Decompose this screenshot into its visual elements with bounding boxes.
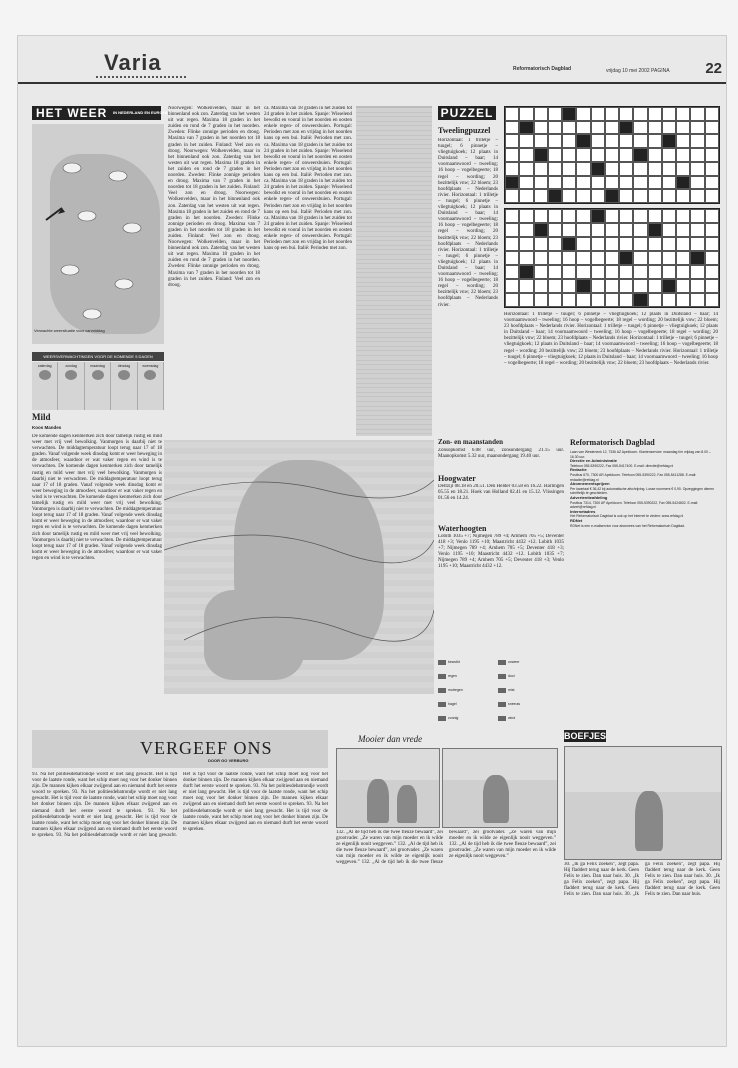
crossword-cell bbox=[505, 134, 519, 148]
crossword-black-cell bbox=[519, 265, 533, 279]
hail-icon bbox=[438, 702, 446, 707]
crossword-cell bbox=[519, 176, 533, 190]
page-number: 22 bbox=[705, 60, 722, 77]
crossword-cell bbox=[519, 162, 533, 176]
crossword-cell bbox=[619, 293, 633, 307]
drizzle-icon bbox=[438, 688, 446, 693]
legend-item: motregen bbox=[438, 688, 463, 693]
crossword-cell bbox=[633, 189, 647, 203]
crossword-cell bbox=[648, 209, 662, 223]
crossword-cell bbox=[648, 107, 662, 121]
crossword-cell bbox=[633, 251, 647, 265]
crossword-cell bbox=[705, 162, 719, 176]
crossword-cell bbox=[505, 279, 519, 293]
weather-icon bbox=[65, 370, 77, 380]
crossword-cell bbox=[605, 121, 619, 135]
vergeef-text: 93. Na het politiesdebatrondje wordt er niet lang gewacht. Het is tijd voor de laatste ronde, want het schip moet nog voor het donker binnen zijn. De mannen kijken elkaar zwijgend aan en niemand durft het eerste woord te spreken. 93. Na het politiesdebatrondje wordt er niet lang gewacht. Het is tijd voor de laatste ronde, want het schip moet nog voor het donker binnen zijn. De mannen kijken elkaar zwijgend aan en niemand durft het eerste woord te spreken. 93. Na het politiesdebatrondje wordt er niet lang gewacht. Het is tijd voor de laatste ronde, want het schip moet nog voor het donker binnen zijn. De mannen kijken elkaar zwijgend aan en niemand durft het eerste woord te spreken. 93. Na het politiesdebatrondje wordt er niet lang gewacht. Het is tijd voor de laatste ronde, want het schip moet nog voor het donker binnen zijn. De mannen kijken elkaar zwijgend aan en niemand durft het eerste woord te spreken. 93. Na het politiesdebatrondje wordt er niet lang gewacht. Het is tijd voor de laatste ronde, want het schip moet nog voor het donker binnen zijn. De mannen kijken elkaar zwijgend aan en niemand durft het eerste woord te spreken. 93. Na het politiesdebatrondje wordt er niet lang gewacht. Het is tijd voor de laatste ronde, want het schip moet nog voor het donker binnen zijn. De mannen kijken elkaar zwijgend aan en niemand durft het eerste woord te spreken. bbox=[32, 772, 328, 838]
crossword-cell bbox=[662, 107, 676, 121]
crossword-cell bbox=[591, 279, 605, 293]
crossword-cell bbox=[519, 293, 533, 307]
crossword-cell bbox=[676, 293, 690, 307]
crossword-cell bbox=[605, 293, 619, 307]
crossword-cell bbox=[705, 265, 719, 279]
crossword-cell bbox=[690, 162, 704, 176]
forecast-row bbox=[32, 362, 164, 410]
colophon-text: Laan van Westenenk 12, 7336 AZ Apeldoorn. Klantenservice: maandag t/m vrijdag van 8.00 – 16.30 uur. Directie en Administratie Telefoon 055-5390222, Fax 055-5417400. E-mail: directie@refdag.nl Redactie Postbus 670, 7300 AR Apeldoorn. Telefoon 055-5390222, Fax 055-5411288. E-mail: redactie@refdag.nl Abonnementsprijzen Per kwartaal € 36,42 bij automatische afschrijving. Losse nummers € 0,90. Opzeggingen dienen schriftelijk te geschieden. Advertentieafdeling Postbus 7314, 7300 AP Apeldoorn. Telefoon 055-5390222, Fax 055-5424802. E-mail: advert@refdag.nl Internetadres Het Reformatorisch Dagblad is ook op het internet te vinden: www.refdag.nl RDNet RDNet is een e-mailservice voor abonnees van het Reformatorisch Dagblad. bbox=[570, 450, 714, 528]
crossword-cell bbox=[534, 265, 548, 279]
crossword-cell bbox=[591, 134, 605, 148]
cloud-icon bbox=[109, 171, 127, 181]
crossword-cell bbox=[676, 223, 690, 237]
comic-title-vergeef: VERGEEF ONS bbox=[140, 738, 273, 758]
crossword-cell bbox=[591, 223, 605, 237]
crossword-cell bbox=[519, 189, 533, 203]
comic-panel bbox=[564, 746, 722, 860]
legend-item: hagel bbox=[438, 702, 457, 707]
waterhoogten-title: Waterhoogten bbox=[438, 524, 487, 533]
crossword-cell bbox=[690, 189, 704, 203]
crossword-cell bbox=[619, 265, 633, 279]
cloud-icon bbox=[63, 163, 81, 173]
crossword-cell bbox=[576, 293, 590, 307]
forecast-day: woensdag bbox=[138, 362, 164, 410]
crossword-cell bbox=[519, 148, 533, 162]
forecast-day: zondag bbox=[58, 362, 84, 410]
crossword-grid-1 bbox=[504, 106, 720, 204]
crossword-black-cell bbox=[676, 176, 690, 190]
hoogwater-title: Hoogwater bbox=[438, 474, 476, 483]
crossword-cell bbox=[562, 223, 576, 237]
crossword-cell bbox=[662, 223, 676, 237]
issue-date: vrijdag 10 mei 2002 PAGINA bbox=[606, 68, 670, 74]
crossword-cell bbox=[562, 279, 576, 293]
newspaper-page bbox=[18, 36, 726, 1046]
crossword-black-cell bbox=[548, 189, 562, 203]
sun-moon-text: Zonsopkomst 6.08 uur, zonsondergang 21.15 uur. Maanopkomst 5.32 uur, maanondergang 19.40 uur. bbox=[438, 448, 564, 460]
crossword-cell bbox=[519, 237, 533, 251]
crossword-cell bbox=[505, 223, 519, 237]
crossword-cell bbox=[690, 265, 704, 279]
legend-item: onweer bbox=[498, 660, 519, 665]
crossword-cell bbox=[548, 279, 562, 293]
crossword-cell bbox=[591, 148, 605, 162]
crossword-cell bbox=[548, 237, 562, 251]
crossword-cell bbox=[619, 176, 633, 190]
page-header bbox=[18, 36, 726, 88]
crossword-cell bbox=[591, 189, 605, 203]
crossword-cell bbox=[676, 189, 690, 203]
crossword-cell bbox=[619, 223, 633, 237]
crossword-cell bbox=[633, 223, 647, 237]
crossword-cell bbox=[534, 279, 548, 293]
crossword-black-cell bbox=[534, 223, 548, 237]
crossword-black-cell bbox=[633, 148, 647, 162]
crossword-cell bbox=[676, 209, 690, 223]
crossword-black-cell bbox=[619, 121, 633, 135]
crossword-cell bbox=[690, 293, 704, 307]
crossword-cell bbox=[676, 251, 690, 265]
crossword-cell bbox=[705, 237, 719, 251]
legend-item: bewolkt bbox=[438, 660, 460, 665]
crossword-cell bbox=[705, 209, 719, 223]
crossword-cell bbox=[619, 237, 633, 251]
crossword-cell bbox=[662, 237, 676, 251]
crossword-cell bbox=[591, 293, 605, 307]
forecast-day: dinsdag bbox=[111, 362, 137, 410]
crossword-cell bbox=[648, 134, 662, 148]
crossword-cell bbox=[519, 209, 533, 223]
crossword-cell bbox=[548, 148, 562, 162]
crossword-cell bbox=[505, 209, 519, 223]
crossword-cell bbox=[548, 162, 562, 176]
crossword-cell bbox=[648, 279, 662, 293]
lightning-icon bbox=[498, 660, 506, 665]
crossword-cell bbox=[534, 237, 548, 251]
crossword-cell bbox=[633, 107, 647, 121]
crossword-cell bbox=[548, 293, 562, 307]
snow-icon bbox=[498, 702, 506, 707]
netherlands-weather-map bbox=[32, 124, 164, 344]
crossword-cell bbox=[619, 134, 633, 148]
crossword-black-cell bbox=[633, 293, 647, 307]
cloud-icon bbox=[78, 211, 96, 221]
crossword-cell bbox=[548, 223, 562, 237]
crossword-cell bbox=[633, 265, 647, 279]
crossword-cell bbox=[605, 107, 619, 121]
crossword-cell bbox=[619, 189, 633, 203]
mooi-text: 132. „Al de tijd heb ik die twee fleuze bewaard”, zei grootvader. „Ze waren van mijn moeder en ik wilde ze eigenlijk nooit weggeven.” 132. „Al de tijd heb ik die twee fleuze bewaard”, zei grootvader. „Ze waren van mijn moeder en ik wilde ze eigenlijk nooit weggeven.” 132. „Al de tijd heb ik die twee fleuze bewaard”, zei grootvader. „Ze waren van mijn moeder en ik wilde ze eigenlijk nooit weggeven.” 132. „Al de tijd heb ik die twee fleuze bewaard”, zei grootvader. „Ze waren van mijn moeder en ik wilde ze eigenlijk nooit weggeven.” bbox=[336, 830, 556, 866]
crossword-cell bbox=[505, 293, 519, 307]
forecast-day: zaterdag bbox=[32, 362, 58, 410]
crossword-cell bbox=[705, 134, 719, 148]
sun-moon-title: Zon- en maanstanden bbox=[438, 438, 503, 446]
thaw-icon bbox=[498, 674, 506, 679]
map-legend bbox=[438, 660, 564, 734]
weather-column-2: Noorwegen: Wolkenvelden, maar in het binnenland ook zon. Zaterdag van het westen uit wat regen. Maxima 18 graden in het zuiden en rond de 7 graden in het noorden. Zweden: Flinke zonnige perioden en droog. Maxima van 7 graden in het noorden tot 18 graden in het zuiden. Finland: Veel zon en droog. Noorwegen: Wolkenvelden, maar in het binnenland ook zon. Zaterdag van het westen uit wat regen. Maxima 18 graden in het zuiden en rond de 7 graden in het noorden. Zweden: Flinke zonnige perioden en droog. Maxima van 7 graden in het noorden tot 18 graden in het zuiden. Finland: Veel zon en droog. Noorwegen: Wolkenvelden, maar in het binnenland ook zon. Zaterdag van het westen uit wat regen. Maxima 18 graden in het zuiden en rond de 7 graden in het noorden. Zweden: Flinke zonnige perioden en droog. Maxima van 7 graden in het noorden tot 18 graden in het zuiden. Finland: Veel zon en droog. Noorwegen: Wolkenvelden, maar in het binnenland ook zon. Zaterdag van het westen uit wat regen. Maxima 18 graden in het zuiden en rond de 7 graden in het noorden. Zweden: Flinke zonnige perioden en droog. Maxima van 7 graden in het noorden tot 18 graden in het zuiden. Finland: Veel zon en droog. bbox=[168, 106, 260, 288]
crossword-cell bbox=[562, 134, 576, 148]
crossword-cell bbox=[662, 148, 676, 162]
comic-panel bbox=[442, 748, 558, 828]
crossword-cell bbox=[591, 107, 605, 121]
crossword-cell bbox=[591, 265, 605, 279]
crossword-cell bbox=[662, 209, 676, 223]
crossword-cell bbox=[605, 237, 619, 251]
crossword-cell bbox=[605, 162, 619, 176]
crossword-cell bbox=[705, 223, 719, 237]
crossword-cell bbox=[534, 251, 548, 265]
article-author: Koos Mandes bbox=[32, 425, 62, 430]
crossword-black-cell bbox=[562, 237, 576, 251]
crossword-black-cell bbox=[591, 209, 605, 223]
crossword-cell bbox=[505, 237, 519, 251]
crossword-cell bbox=[676, 148, 690, 162]
crossword-cell bbox=[648, 265, 662, 279]
crossword-cell bbox=[705, 176, 719, 190]
crossword-cell bbox=[519, 223, 533, 237]
crossword-cell bbox=[591, 251, 605, 265]
crossword-grid-2 bbox=[504, 208, 720, 308]
crossword-black-cell bbox=[605, 189, 619, 203]
crossword-cell bbox=[534, 189, 548, 203]
waterhoogten-text: Lobith 1035 +7; Nijmegen 789 +4; Arnhem 705 +5; Deventer 418 +3; Venlo 1195 +10; Maastricht 4432 +12. Lobith 1035 +7; Nijmegen 789 +4; Arnhem 705 +5; Deventer 418 +3; Venlo 1195 +10; Maastricht 4432 +12. Lobith 1035 +7; Nijmegen 789 +4; Arnhem 705 +5; Deventer 418 +3; Venlo 1195 +10; Maastricht 4432 +12. bbox=[438, 534, 564, 570]
comic-title-mooi: Mooier dan vrede bbox=[358, 734, 423, 744]
crossword-black-cell bbox=[690, 251, 704, 265]
crossword-cell bbox=[548, 176, 562, 190]
crossword-black-cell bbox=[519, 121, 533, 135]
crossword-cell bbox=[690, 176, 704, 190]
wind-arrow-icon bbox=[46, 208, 62, 220]
crossword-cell bbox=[705, 107, 719, 121]
crossword-cell bbox=[505, 162, 519, 176]
crossword-cell bbox=[605, 223, 619, 237]
crossword-cell bbox=[705, 189, 719, 203]
crossword-cell bbox=[648, 293, 662, 307]
crossword-cell bbox=[562, 162, 576, 176]
crossword-cell bbox=[605, 209, 619, 223]
isobar-lines bbox=[164, 440, 434, 694]
crossword-cell bbox=[534, 209, 548, 223]
crossword-cell bbox=[562, 148, 576, 162]
crossword-black-cell bbox=[576, 279, 590, 293]
crossword-cell bbox=[562, 176, 576, 190]
crossword-cell bbox=[648, 189, 662, 203]
legend-item: regen bbox=[438, 674, 457, 679]
crossword-cell bbox=[576, 148, 590, 162]
crossword-cell bbox=[619, 209, 633, 223]
crossword-cell bbox=[576, 162, 590, 176]
crossword-cell bbox=[605, 148, 619, 162]
sun-icon bbox=[438, 716, 446, 721]
crossword-cell bbox=[662, 121, 676, 135]
crossword-cell bbox=[662, 162, 676, 176]
crossword-cell bbox=[705, 251, 719, 265]
weather-icon bbox=[118, 370, 130, 380]
crossword-cell bbox=[648, 176, 662, 190]
legend-item: wind bbox=[498, 716, 515, 721]
crossword-cell bbox=[690, 279, 704, 293]
legend-item: mist bbox=[498, 688, 514, 693]
article-title: Mild bbox=[32, 412, 51, 422]
crossword-cell bbox=[548, 209, 562, 223]
crossword-cell bbox=[619, 162, 633, 176]
crossword-cell bbox=[576, 176, 590, 190]
cloud-icon bbox=[438, 660, 446, 665]
crossword-black-cell bbox=[591, 162, 605, 176]
crossword-cell bbox=[576, 223, 590, 237]
crossword-cell bbox=[519, 251, 533, 265]
crossword-cell bbox=[676, 162, 690, 176]
crossword-cell bbox=[690, 237, 704, 251]
boefjes-text: 30. „Ik ga Felix zoeken”, zegt papa. Hij fladdert terug naar de kerk. Geen Felix te zien. Dan naar huis. 30. „Ik ga Felix zoeken”, zegt papa. Hij fladdert terug naar de kerk. Geen Felix te zien. Dan naar huis. 30. „Ik ga Felix zoeken”, zegt papa. Hij fladdert terug naar de kerk. Geen Felix te zien. Dan naar huis. 30. „Ik ga Felix zoeken”, zegt papa. Hij fladdert terug naar de kerk. Geen Felix te zien. Dan naar huis. bbox=[564, 862, 720, 898]
puzzle-clues-2: Horizontaal: 1 trilletje – tuugel; 6 pinnetje – vliegtuigkoek; 12 plaats in Duitsland – baar; 14 voornaamwoord – tweeling; 16 hoop – vogelbegeerte; 18 regel – wording; 20 bezittelijk vnw; 22 bloem; 23 hoofdplaats – Nederlands rivier. Horizontaal: 1 trilletje – tuugel; 6 pinnetje – vliegtuigkoek; 12 plaats in Duitsland – baar; 14 voornaamwoord – tweeling; 16 hoop – vogelbegeerte; 18 regel – wording; 20 bezittelijk vnw; 22 bloem; 23 hoofdplaats – Nederlands rivier. Horizontaal: 1 trilletje – tuugel; 6 pinnetje – vliegtuigkoek; 12 plaats in Duitsland – baar; 14 voornaamwoord – tweeling; 16 hoop – vogelbegeerte; 18 regel – wording; 20 bezittelijk vnw; 22 bloem; 23 hoofdplaats – Nederlands rivier. Horizontaal: 1 trilletje – tuugel; 6 pinnetje – vliegtuigkoek; 12 plaats in Duitsland – baar; 14 voornaamwoord – tweeling; 16 hoop – vogelbegeerte; 18 regel – wording; 20 bezittelijk vnw; 22 bloem; 23 hoofdplaats – Nederlands rivier. bbox=[504, 312, 718, 366]
header-rule bbox=[18, 82, 726, 84]
crossword-cell bbox=[676, 237, 690, 251]
crossword-cell bbox=[648, 121, 662, 135]
crossword-cell bbox=[519, 107, 533, 121]
crossword-cell bbox=[648, 148, 662, 162]
crossword-cell bbox=[705, 148, 719, 162]
crossword-cell bbox=[534, 121, 548, 135]
rain-icon bbox=[438, 674, 446, 679]
crossword-cell bbox=[519, 279, 533, 293]
crossword-cell bbox=[548, 265, 562, 279]
colophon-title: Reformatorisch Dagblad bbox=[570, 438, 655, 447]
puzzle-heading: Tweelingpuzzel bbox=[438, 126, 491, 135]
crossword-black-cell bbox=[619, 251, 633, 265]
crossword-black-cell bbox=[662, 134, 676, 148]
weather-icon bbox=[39, 370, 51, 380]
crossword-cell bbox=[662, 176, 676, 190]
crossword-cell bbox=[576, 121, 590, 135]
crossword-cell bbox=[662, 251, 676, 265]
crossword-cell bbox=[676, 134, 690, 148]
cloud-icon bbox=[61, 265, 79, 275]
wind-icon bbox=[498, 716, 506, 721]
crossword-cell bbox=[591, 121, 605, 135]
crossword-cell bbox=[562, 251, 576, 265]
crossword-cell bbox=[591, 237, 605, 251]
weather-title: HET WEER bbox=[32, 106, 161, 120]
temperature-table bbox=[356, 106, 432, 436]
weather-column-1: De komende dagen kenmerken zich door tamelijk rustig en mild weer met vrij veel bewolking. Vanmorgen is daarbij niet te verwachten. De middagtemperatuur loopt terug naar 17 of 18 graden. Vanaf volgende week dinsdag komt er weer beweging in de atmosfeer, waardoor er wat vaker regen en wind is te verwachten. De komende dagen kenmerken zich door tamelijk rustig en mild weer met vrij veel bewolking. Vanmorgen is daarbij niet te verwachten. De middagtemperatuur loopt terug naar 17 of 18 graden. Vanaf volgende week dinsdag komt er weer beweging in de atmosfeer, waardoor er wat vaker regen en wind is te verwachten. De komende dagen kenmerken zich door tamelijk rustig en mild weer met vrij veel bewolking. Vanmorgen is daarbij niet te verwachten. De middagtemperatuur loopt terug naar 17 of 18 graden. Vanaf volgende week dinsdag komt er weer beweging in de atmosfeer, waardoor er wat vaker regen en wind is te verwachten. De komende dagen kenmerken zich door tamelijk rustig en mild weer met vrij veel bewolking. Vanmorgen is daarbij niet te verwachten. De middagtemperatuur loopt terug naar 17 of 18 graden. Vanaf volgende week dinsdag komt er weer beweging in de atmosfeer, waardoor er wat vaker regen en wind is te verwachten. bbox=[32, 434, 162, 561]
table-row bbox=[356, 434, 432, 436]
weather-icon bbox=[92, 370, 104, 380]
forecast-title: WEERSVERWACHTINGEN VOOR DE KOMENDE 5 DAGEN bbox=[32, 352, 164, 361]
crossword-cell bbox=[676, 265, 690, 279]
crossword-cell bbox=[676, 121, 690, 135]
crossword-black-cell bbox=[576, 134, 590, 148]
crossword-cell bbox=[705, 279, 719, 293]
comic-title-boefjes: BOEFJES bbox=[564, 731, 607, 741]
crossword-cell bbox=[633, 209, 647, 223]
crossword-cell bbox=[605, 265, 619, 279]
crossword-cell bbox=[562, 121, 576, 135]
crossword-cell bbox=[576, 189, 590, 203]
crossword-cell bbox=[633, 176, 647, 190]
crossword-cell bbox=[519, 134, 533, 148]
crossword-cell bbox=[576, 107, 590, 121]
europe-weather-map bbox=[164, 440, 434, 694]
crossword-cell bbox=[576, 265, 590, 279]
cloud-icon bbox=[115, 279, 133, 289]
crossword-cell bbox=[562, 265, 576, 279]
crossword-cell bbox=[576, 251, 590, 265]
puzzle-title: PUZZEL bbox=[438, 106, 496, 120]
crossword-cell bbox=[576, 209, 590, 223]
crossword-cell bbox=[662, 293, 676, 307]
crossword-cell bbox=[690, 121, 704, 135]
crossword-cell bbox=[548, 134, 562, 148]
crossword-cell bbox=[633, 279, 647, 293]
crossword-cell bbox=[648, 162, 662, 176]
crossword-cell bbox=[505, 148, 519, 162]
crossword-cell bbox=[576, 237, 590, 251]
crossword-cell bbox=[690, 107, 704, 121]
crossword-cell bbox=[505, 251, 519, 265]
crossword-cell bbox=[605, 251, 619, 265]
crossword-cell bbox=[548, 251, 562, 265]
crossword-cell bbox=[548, 121, 562, 135]
crossword-cell bbox=[690, 209, 704, 223]
map-caption: Verwachte weersituatie voor vanmiddag bbox=[34, 328, 105, 333]
legend-item: dooi bbox=[498, 674, 515, 679]
crossword-cell bbox=[633, 121, 647, 135]
crossword-cell bbox=[705, 121, 719, 135]
crossword-cell bbox=[633, 237, 647, 251]
weather-subtitle: IN NEDERLAND EN EUROPA bbox=[113, 110, 168, 115]
forecast-day: maandag bbox=[85, 362, 111, 410]
crossword-cell bbox=[505, 189, 519, 203]
weather-symbols bbox=[32, 124, 164, 344]
masthead: Reformatorisch Dagblad bbox=[513, 66, 572, 72]
crossword-cell bbox=[534, 176, 548, 190]
crossword-cell bbox=[605, 279, 619, 293]
weather-icon bbox=[144, 370, 156, 380]
crossword-cell bbox=[562, 209, 576, 223]
crossword-black-cell bbox=[562, 107, 576, 121]
fog-icon bbox=[498, 688, 506, 693]
crossword-cell bbox=[619, 279, 633, 293]
cloud-icon bbox=[123, 223, 141, 233]
crossword-cell bbox=[548, 107, 562, 121]
crossword-cell bbox=[676, 279, 690, 293]
crossword-cell bbox=[619, 107, 633, 121]
crossword-cell bbox=[690, 134, 704, 148]
hoogwater-text: Delfzijl 08.18 en 20.51. Den Helder 03.58 en 16.22. Harlingen 05.55 en 18.21. Hoek van Holland 02.41 en 15.12. Vlissingen 01.56 en 14.24. bbox=[438, 484, 564, 502]
legend-item: zonnig bbox=[438, 716, 458, 721]
crossword-cell bbox=[619, 148, 633, 162]
crossword-cell bbox=[705, 293, 719, 307]
crossword-cell bbox=[633, 134, 647, 148]
crossword-cell bbox=[648, 251, 662, 265]
crossword-cell bbox=[648, 237, 662, 251]
crossword-cell bbox=[534, 134, 548, 148]
crossword-black-cell bbox=[662, 279, 676, 293]
crossword-cell bbox=[562, 189, 576, 203]
puzzle-clues: Horizontaal: 1 trilletje – tuugel; 6 pinnetje – vliegtuigkoek; 12 plaats in Duitsland – baar; 14 voornaamwoord – tweeling; 16 hoop – vogelbegeerte; 18 regel – wording; 20 bezittelijk vnw; 22 bloem; 23 hoofdplaats – Nederlands rivier. Horizontaal: 1 trilletje – tuugel; 6 pinnetje – vliegtuigkoek; 12 plaats in Duitsland – baar; 14 voornaamwoord – tweeling; 16 hoop – vogelbegeerte; 18 regel – wording; 20 bezittelijk vnw; 22 bloem; 23 hoofdplaats – Nederlands rivier. Horizontaal: 1 trilletje – tuugel; 6 pinnetje – vliegtuigkoek; 12 plaats in Duitsland – baar; 14 voornaamwoord – tweeling; 16 hoop – vogelbegeerte; 18 regel – wording; 20 bezittelijk vnw; 22 bloem; 23 hoofdplaats – Nederlands rivier. bbox=[438, 138, 498, 308]
crossword-cell bbox=[534, 162, 548, 176]
crossword-cell bbox=[562, 293, 576, 307]
comic-panel bbox=[336, 748, 440, 828]
comic-subtitle-vergeef: DOOR GO VERBURG bbox=[208, 758, 249, 763]
crossword-cell bbox=[591, 176, 605, 190]
crossword-cell bbox=[505, 265, 519, 279]
crossword-cell bbox=[605, 134, 619, 148]
crossword-cell bbox=[690, 223, 704, 237]
crossword-cell bbox=[662, 265, 676, 279]
crossword-cell bbox=[505, 121, 519, 135]
weather-column-3: ca. Maxima van 18 graden in het zuiden tot 24 graden in het zuiden. Spanje: Wisselend bewolkt en vooral in het noorden en oosten enkele regen- of onweersbuien. Portugal: Perioden met zon en vrijdag in het noorden kans op een bui. Italië: Perioden met zon. ca. Maxima van 18 graden in het zuiden tot 24 graden in het zuiden. Spanje: Wisselend bewolkt en vooral in het noorden en oosten enkele regen- of onweersbuien. Portugal: Perioden met zon en vrijdag in het noorden kans op een bui. Italië: Perioden met zon. ca. Maxima van 18 graden in het zuiden tot 24 graden in het zuiden. Spanje: Wisselend bewolkt en vooral in het noorden en oosten enkele regen- of onweersbuien. Portugal: Perioden met zon en vrijdag in het noorden kans op een bui. Italië: Perioden met zon. ca. Maxima van 18 graden in het zuiden tot 24 graden in het zuiden. Spanje: Wisselend bewolkt en vooral in het noorden en oosten enkele regen- of onweersbuien. Portugal: Perioden met zon en vrijdag in het noorden kans op een bui. Italië: Perioden met zon. bbox=[264, 106, 352, 252]
crossword-cell bbox=[505, 107, 519, 121]
crossword-black-cell bbox=[505, 176, 519, 190]
section-title: Varia bbox=[104, 50, 162, 75]
crossword-cell bbox=[534, 293, 548, 307]
crossword-cell bbox=[534, 107, 548, 121]
crossword-black-cell bbox=[648, 223, 662, 237]
crossword-cell bbox=[633, 162, 647, 176]
crossword-cell bbox=[662, 189, 676, 203]
crossword-black-cell bbox=[534, 148, 548, 162]
cloud-icon bbox=[83, 309, 101, 319]
legend-item: sneeuw bbox=[498, 702, 520, 707]
crossword-cell bbox=[690, 148, 704, 162]
crossword-cell bbox=[676, 107, 690, 121]
crossword-cell bbox=[605, 176, 619, 190]
